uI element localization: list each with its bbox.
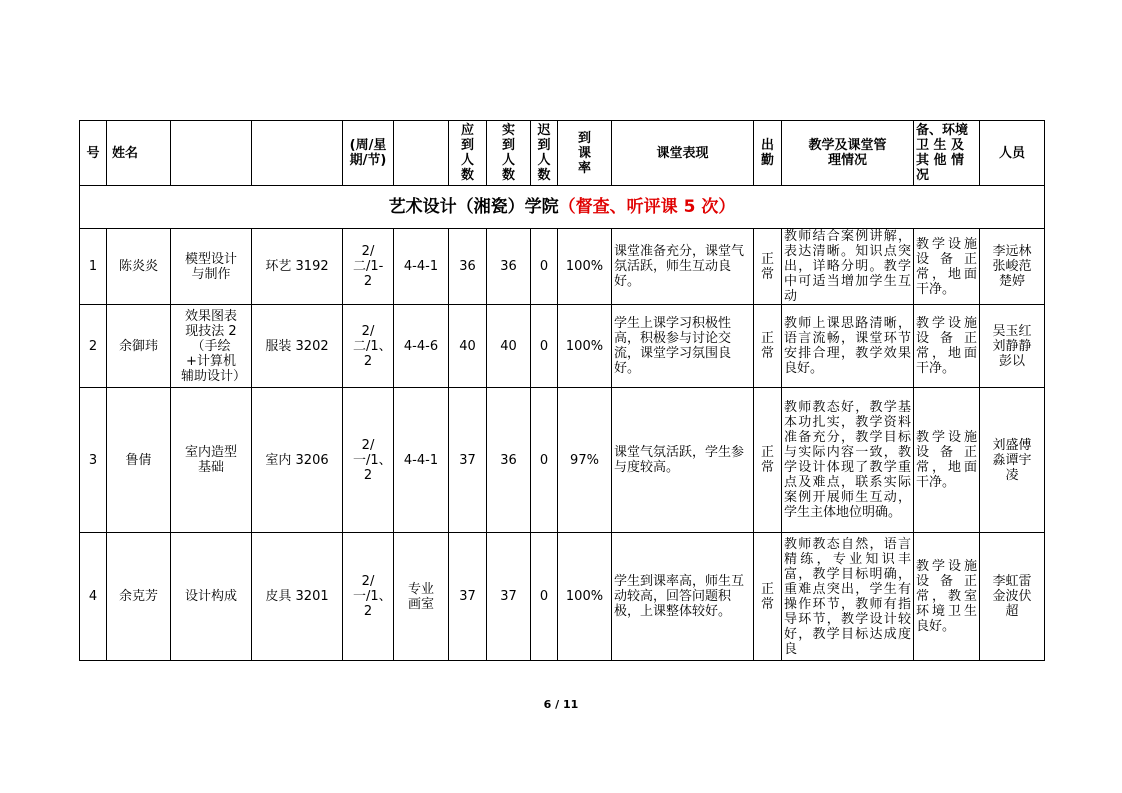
cell-expected: 37: [449, 388, 487, 533]
header-attendance-char: 勤: [760, 153, 774, 168]
page-number: 6 / 11: [543, 698, 579, 711]
cell-rate: 100%: [558, 229, 612, 305]
cell-no: 2: [80, 305, 107, 388]
cell-staff: [980, 388, 1045, 533]
cell-equipment: 教学设施设备正常，地面干净。: [914, 388, 980, 533]
cell-course: [171, 388, 252, 533]
header-week-text: (周/星期/节): [349, 138, 387, 168]
header-late-char: 迟: [537, 123, 551, 138]
cell-week: [343, 533, 394, 661]
header-expected-char: 人: [460, 153, 474, 168]
cell-equipment: 教学设施设备正常，教室环境卫生良好。: [914, 533, 980, 661]
cell-week-text: 2/一/1、2: [353, 437, 392, 483]
header-expected-char: 应: [460, 123, 474, 138]
cell-rate: 97%: [558, 388, 612, 533]
header-actual-char: 实: [501, 123, 515, 138]
cell-actual: 36: [487, 388, 531, 533]
cell-performance: 学生到课率高，师生互动较高，回答问题积极，上课整体较好。: [612, 533, 754, 661]
cell-actual: 36: [487, 229, 531, 305]
cell-week: [343, 305, 394, 388]
cell-expected: 40: [449, 305, 487, 388]
cell-attendance: 正常: [754, 388, 782, 533]
cell-late: 0: [531, 229, 558, 305]
header-late-char: 到: [537, 138, 551, 153]
header-management: [782, 121, 914, 186]
header-week: [343, 121, 394, 186]
header-management-text: 教学及课堂管理情况: [808, 138, 887, 168]
cell-class: 室内 3206: [252, 388, 343, 533]
cell-course: [171, 305, 252, 388]
header-no: 号: [80, 121, 107, 186]
cell-staff: [980, 229, 1045, 305]
header-rate-char: 率: [577, 160, 591, 176]
cell-actual: 37: [487, 533, 531, 661]
header-late-char: 数: [537, 168, 551, 183]
header-expected: [449, 121, 487, 186]
cell-room-text: 专业画室: [407, 581, 434, 612]
cell-course-text: 模型设计与制作: [184, 251, 237, 282]
cell-name: 陈炎炎: [107, 229, 171, 305]
header-row: [80, 121, 1045, 186]
cell-late: 0: [531, 388, 558, 533]
cell-week-text: 2/一/1、2: [353, 574, 392, 619]
cell-staff-text: 刘盛傅淼谭宇凌: [992, 437, 1032, 483]
cell-management: 教师上课思路清晰，语言流畅，课堂环节安排合理，教学效果良好。: [782, 305, 914, 388]
cell-no: 3: [80, 388, 107, 533]
table-row: [80, 388, 1045, 533]
header-actual: [487, 121, 531, 186]
cell-class: 服装 3202: [252, 305, 343, 388]
header-actual-char: 数: [501, 168, 515, 183]
section-title: 艺术设计（湘瓷）学院: [388, 196, 559, 217]
header-actual-char: 人: [501, 153, 515, 168]
inspection-table: [79, 120, 1045, 661]
header-actual-char: 到: [501, 138, 515, 153]
cell-staff-text: 吴玉红刘静静彭以: [992, 323, 1032, 369]
header-late-char: 人: [537, 153, 551, 168]
cell-class: 环艺 3192: [252, 229, 343, 305]
header-equipment: [914, 121, 980, 186]
header-course: [171, 121, 252, 186]
header-expected-char: 数: [460, 168, 474, 183]
cell-expected: 37: [449, 533, 487, 661]
header-expected-char: 到: [460, 138, 474, 153]
cell-attendance: 正常: [754, 305, 782, 388]
header-attendance-char: 出: [760, 138, 774, 153]
cell-staff-text: 李远林张峻范楚婷: [992, 244, 1032, 289]
header-staff: 人员: [980, 121, 1045, 186]
header-name: 姓名: [107, 121, 171, 186]
cell-week-text: 2/二/1-2: [353, 244, 384, 289]
cell-room: 4-4-6: [394, 305, 449, 388]
header-class: [252, 121, 343, 186]
cell-management: 教师结合案例讲解，表达清晰。知识点突出，详略分明。教学中可适当增加学生互动: [782, 229, 914, 305]
cell-course-text: 效果图表现技法 2（手绘+计算机辅助设计）: [181, 308, 247, 384]
cell-management: 教师教态好，教学基本功扎实，教学资料准备充分，教学目标与实际内容一致，教学设计体现了教学重点及难点，联系实际案例开展师生互动，学生主体地位明确。: [782, 388, 914, 533]
cell-staff: [980, 533, 1045, 661]
cell-week: [343, 388, 394, 533]
header-rate-char: 到: [577, 130, 591, 146]
header-equipment-text: 备、环境卫 生 及其 他 情况: [916, 123, 969, 183]
header-late: [531, 121, 558, 186]
cell-course: 设计构成: [171, 533, 252, 661]
cell-class: 皮具 3201: [252, 533, 343, 661]
cell-name: 鲁倩: [107, 388, 171, 533]
table-row: [80, 305, 1045, 388]
cell-staff: [980, 305, 1045, 388]
cell-rate: 100%: [558, 533, 612, 661]
cell-management: 教师教态自然，语言精练，专业知识丰富，教学目标明确，重难点突出，学生有操作环节，教师有指导环节，教学设计较好，教学目标达成度良: [782, 533, 914, 661]
cell-week-text: 2/二/1、2: [353, 323, 392, 369]
header-attendance: [754, 121, 782, 186]
header-room: [394, 121, 449, 186]
cell-room: 4-4-1: [394, 388, 449, 533]
cell-late: 0: [531, 305, 558, 388]
cell-staff-text: 李虹雷金波伏超: [992, 574, 1032, 619]
cell-name: 余克芳: [107, 533, 171, 661]
table-row: [80, 229, 1045, 305]
cell-name: 余御玮: [107, 305, 171, 388]
cell-expected: 36: [449, 229, 487, 305]
cell-course-text: 室内造型基础: [184, 445, 237, 475]
cell-course: [171, 229, 252, 305]
cell-no: 1: [80, 229, 107, 305]
section-row: [80, 186, 1045, 229]
header-performance: 课堂表现: [612, 121, 754, 186]
cell-performance: 课堂气氛活跃，学生参与度较高。: [612, 388, 754, 533]
cell-late: 0: [531, 533, 558, 661]
header-rate-char: 课: [577, 145, 591, 161]
cell-rate: 100%: [558, 305, 612, 388]
header-rate: [558, 121, 612, 186]
section-cell: [80, 186, 1045, 229]
cell-performance: 课堂准备充分，课堂气氛活跃，师生互动良好。: [612, 229, 754, 305]
cell-attendance: 正常: [754, 229, 782, 305]
section-note: （督查、听评课 5 次）: [558, 196, 736, 217]
cell-performance: 学生上课学习积极性高，积极参与讨论交流，课堂学习氛围良好。: [612, 305, 754, 388]
cell-room: [394, 533, 449, 661]
table-row: [80, 533, 1045, 661]
cell-actual: 40: [487, 305, 531, 388]
cell-no: 4: [80, 533, 107, 661]
cell-room: 4-4-1: [394, 229, 449, 305]
cell-attendance: 正常: [754, 533, 782, 661]
cell-equipment: 教学设施设备正常，地面干净。: [914, 305, 980, 388]
cell-week: [343, 229, 394, 305]
cell-equipment: 教学设施设备正常，地面干净。: [914, 229, 980, 305]
